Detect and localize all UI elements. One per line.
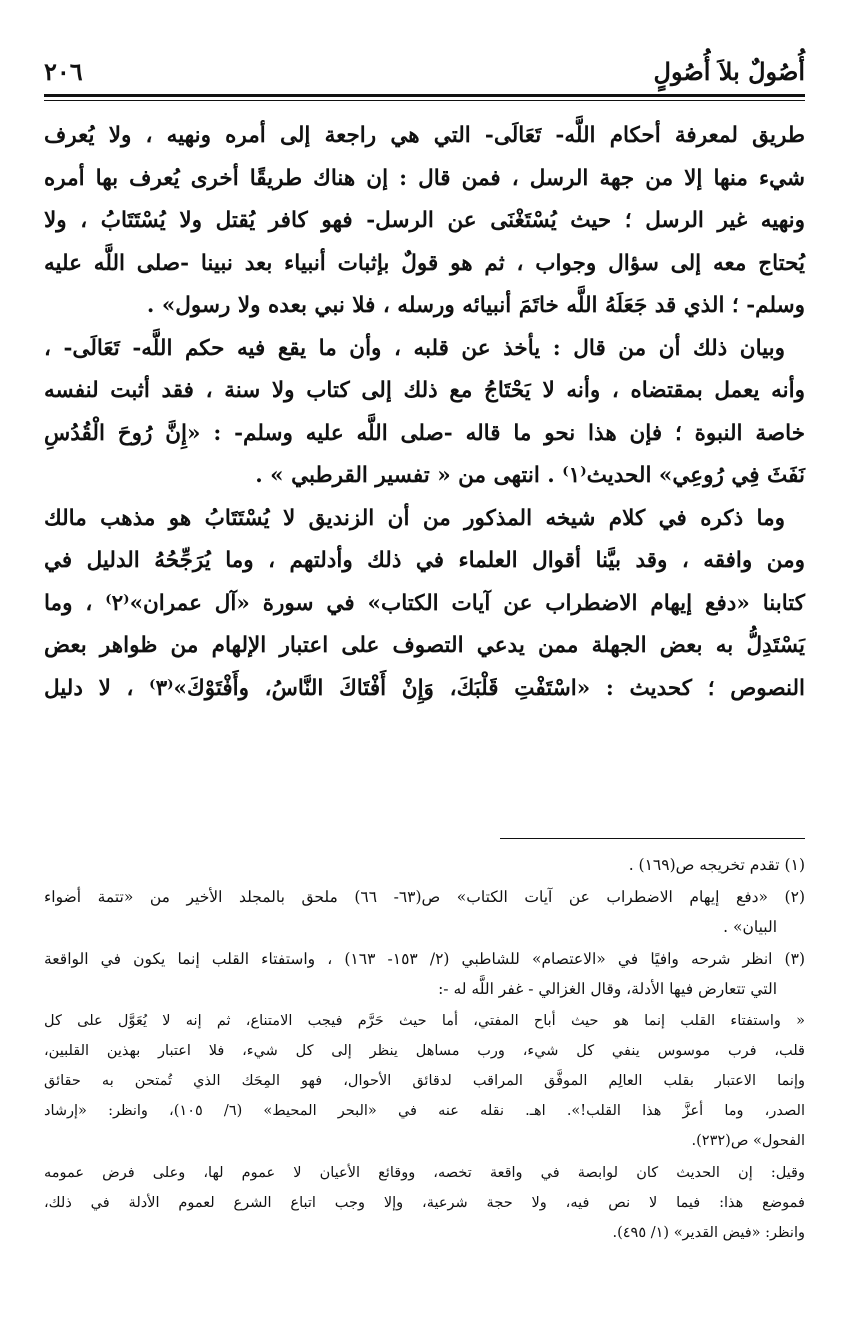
footnote-line: وانظر: «فيض القدير» (١/ ٤٩٥). xyxy=(612,1225,805,1241)
text-line: ومن وافقه ، وقد بيَّنا أقوال العلماء في ذلك وأدلتهم ، وما يُرَجِّحُهُ الدليل في xyxy=(44,548,805,573)
header-rule-thin xyxy=(44,100,805,101)
text-line: يُحتاج معه إلى سؤال وجواب ، ثم هو قولٌ بإثبات أنبياء بعد نبينا -صلى اللَّه عليه xyxy=(44,250,805,276)
footnotes xyxy=(44,850,805,1250)
page-number: ٢٠٦ xyxy=(44,57,83,86)
text-line: وسلم- ؛ الذي قد جَعَلَهُ اللَّه خاتَمَ أنبيائه ورسله ، فلا نبي بعده ولا رسول» . xyxy=(146,293,805,318)
footnote-line: (١) تقدم تخريجه ص(١٦٩) . xyxy=(628,856,805,874)
footnote-line: الفحول» ص(٢٣٢). xyxy=(691,1133,805,1149)
footnote-3 xyxy=(44,944,805,1004)
footnote-line: (٢) «دفع إيهام الاضطراب عن آيات الكتاب» ص(٦٣- ٦٦) ملحق بالمجلد الأخير من «تتمة أضواء xyxy=(44,888,805,906)
footnote-separator xyxy=(500,838,805,839)
footnote-line: فموضع هذا: فيما لا نص فيه، ولا حجة شرعية، وإلا وجب اتباع الشرع لعموم الأدلة في ذلك، xyxy=(44,1195,805,1211)
paragraph-3 xyxy=(44,498,805,711)
text-line: كتابنا «دفع إيهام الاضطراب عن آيات الكتاب» في سورة «آل عمران»⁽٢⁾ ، وما xyxy=(44,590,805,616)
footnote-line: « واستفتاء القلب إنما هو حيث أباح المفتي، أما حيث حَرَّم فيجب الامتناع، ثم إنه لا يُعَوَّل على كل xyxy=(44,1013,805,1029)
text-line: وأنه يعمل بمقتضاه ، وأنه لا يَحْتَاجُ مع ذلك إلى كتاب ولا سنة ، فقد أثبت لنفسه xyxy=(44,378,805,403)
header-rule-thick xyxy=(44,94,805,97)
footnote-line: (٣) انظر شرحه وافيًا في «الاعتصام» للشاطبي (٢/ ١٥٣- ١٦٣) ، واستفتاء القلب إنما يكون في الواقعة xyxy=(44,950,805,968)
running-title: أُصُولٌ بلاَ أُصُولٍ xyxy=(653,57,805,86)
footnote-line: البيان» . xyxy=(723,918,777,936)
text-line: النصوص ؛ كحديث : «اسْتَفْتِ قَلْبَكَ، وَإِنْ أَفْتَاكَ النَّاسُ، وأَفْتَوْكَ»⁽٣⁾ ، لا دليل xyxy=(44,675,805,701)
text-line: شيء منها إلا من جهة الرسل ، فمن قال : إن هناك طريقًا أخرى يُعرف بها أمره xyxy=(44,165,805,191)
text-line: ونهيه غير الرسل ؛ حيث يُسْتَغْنَى عن الرسل- فهو كافر يُقتل ولا يُسْتَتَابُ ، ولا xyxy=(44,208,805,233)
text-line: يَسْتَدِلُّ به بعض الجهلة ممن يدعي التصوف على اعتبار الإلهام من ظواهر بعض xyxy=(44,633,805,658)
page-header xyxy=(44,46,805,86)
text-line: طريق لمعرفة أحكام اللَّه- تَعَالَى- التي هي راجعة إلى أمره ونهيه ، ولا يُعرف xyxy=(44,123,805,148)
footnote-line: قلب، فرب موسوس ينفي كل شيء، ورب مساهل ينظر إلى كل شيء، فلا اعتبار بهذين القلبين، xyxy=(44,1043,805,1059)
footnote-1 xyxy=(44,850,805,880)
footnote-line: وإنما الاعتبار بقلب العالِم الموفَّق المراقب لدقائق الأحوال، فهو المِحَك الذي تُمتحن به حقائق xyxy=(44,1073,805,1089)
text-line: نَفَثَ فِي رُوعِي» الحديث⁽١⁾ . انتهى من « تفسير القرطبي » . xyxy=(255,463,805,488)
footnote-line: الصدر، وما أعزَّ هذا القلب!». اهـ. نقله عنه في «البحر المحيط» (٦/ ١٠٥)، وانظر: «إرشاد xyxy=(44,1103,805,1119)
text-line: وما ذكره في كلام شيخه المذكور من أن الزنديق لا يُسْتَتَابُ هو مذهب مالك xyxy=(44,505,785,531)
footnote-3-continuation xyxy=(44,1158,805,1248)
text-line: خاصة النبوة ؛ فإن هذا نحو ما قاله -صلى اللَّه عليه وسلم- : «إِنَّ رُوحَ الْقُدُسِ xyxy=(44,420,805,446)
footnote-3-quote xyxy=(44,1006,805,1156)
paragraph-1 xyxy=(44,115,805,328)
footnote-line: وقيل: إن الحديث كان لوابصة في واقعة تخصه، ووقائع الأعيان لا عموم لها، وعلى فرض عمومه xyxy=(44,1165,805,1181)
body-text xyxy=(44,115,805,710)
paragraph-2 xyxy=(44,328,805,498)
text-line: وبيان ذلك أن من قال : يأخذ عن قلبه ، وأن ما يقع فيه حكم اللَّه- تَعَالَى- ، xyxy=(44,335,785,361)
footnote-2 xyxy=(44,882,805,942)
footnote-line: التي تتعارض فيها الأدلة، وقال الغزالي - غفر اللَّه له -: xyxy=(438,980,777,998)
